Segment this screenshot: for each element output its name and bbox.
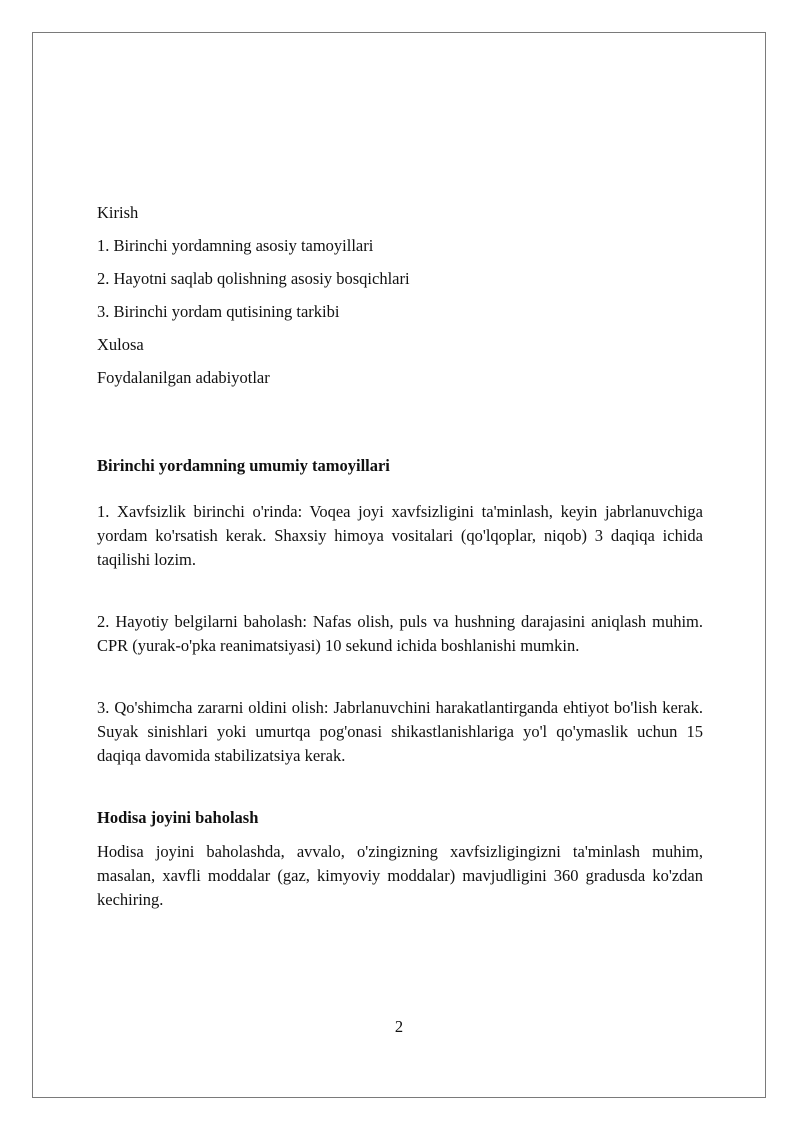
table-of-contents (97, 201, 703, 399)
section-heading-scene-assessment: Hodisa joyini baholash (97, 808, 259, 827)
toc-item-chapter-2: 2. Hayotni saqlab qolishning asosiy bosqichlari (97, 269, 410, 288)
paragraph-vital-signs: 2. Hayotiy belgilarni baholash: Nafas olish, puls va hushning darajasini aniqlash muhim. CPR (yurak-o'pka reanimatsiyasi) 10 sekund ichida boshlanishi mumkin. (97, 612, 703, 655)
toc-item-references: Foydalanilgan adabiyotlar (97, 368, 270, 387)
toc-item-chapter-3: 3. Birinchi yordam qutisining tarkibi (97, 302, 340, 321)
paragraph-safety-first: 1. Xavfsizlik birinchi o'rinda: Voqea joyi xavfsizligini ta'minlash, keyin jabrlanuvchiga yordam ko'rsatish kerak. Shaxsiy himoya vositalari (qo'lqoplar, niqob) 3 daqiqa ichida taqilishi lozim. (97, 502, 703, 569)
paragraph-scene-assessment: Hodisa joyini baholashda, avvalo, o'zingizning xavfsizligingizni ta'minlash muhim, masalan, xavfli moddalar (gaz, kimyoviy moddalar) mavjudligini 360 gradusda ko'zdan kechiring. (97, 842, 703, 909)
toc-item-introduction: Kirish (97, 203, 139, 222)
toc-item-chapter-1: 1. Birinchi yordamning asosiy tamoyillari (97, 236, 374, 255)
paragraph-prevent-further-harm: 3. Qo'shimcha zararni oldini olish: Jabrlanuvchini harakatlantirganda ehtiyot bo'lish kerak. Suyak sinishlari yoki umurtqa pog'onasi shikastlanishlariga yo'l qo'ymaslik uchun 15 daqiqa davomida stabilizatsiya kerak. (97, 698, 703, 765)
page-content (97, 201, 703, 912)
page-number: 2 (394, 1017, 404, 1036)
section-heading-general-principles: Birinchi yordamning umumiy tamoyillari (97, 456, 390, 475)
toc-item-conclusion: Xulosa (97, 335, 144, 354)
document-page (32, 32, 766, 1098)
